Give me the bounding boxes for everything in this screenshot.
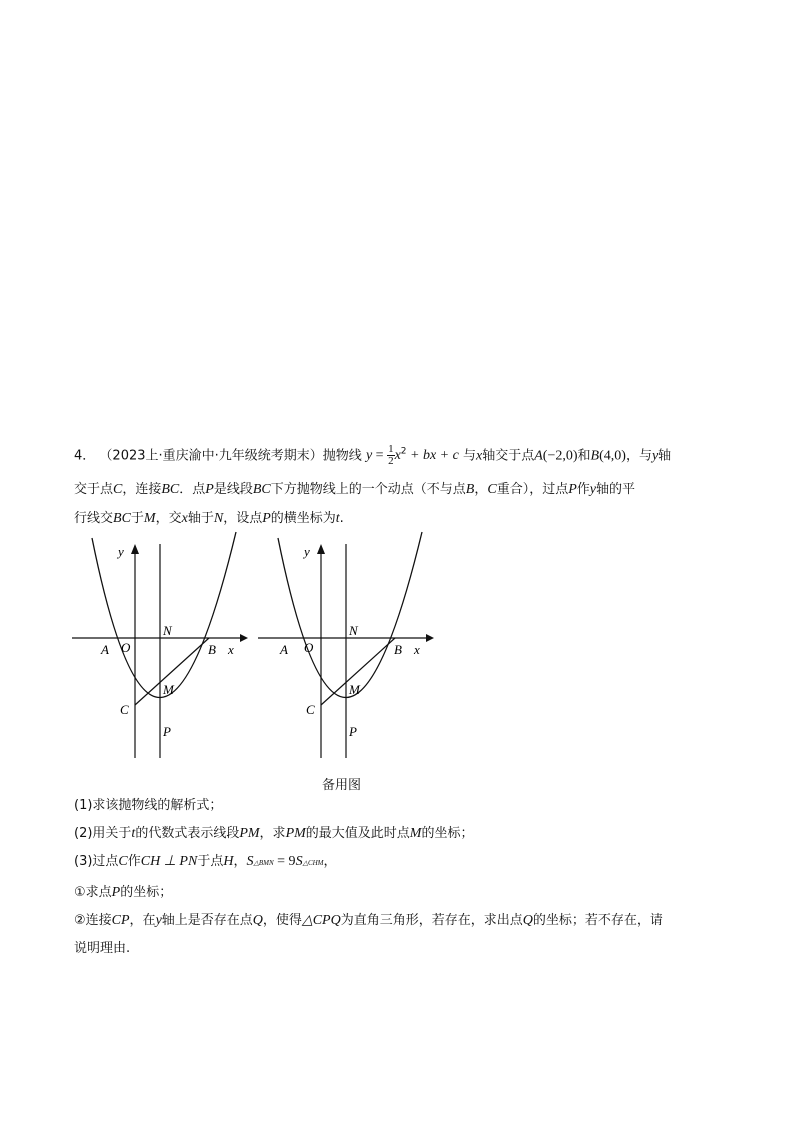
text: 的代数式表示线段 (135, 826, 240, 841)
text: 的坐标；若不存在，请 (532, 913, 663, 928)
segment-BC: BC (161, 482, 180, 497)
point-P: P (262, 511, 271, 526)
question-2 (74, 825, 473, 843)
text: ，与 (625, 448, 652, 464)
point-C: C (487, 482, 497, 497)
area-subscript: △CHM (302, 859, 324, 867)
label-A: A (280, 642, 288, 657)
text: 轴于 (187, 511, 214, 526)
frac-num: 1 (388, 443, 394, 456)
eq-sup: 2 (400, 447, 407, 457)
text: ，交 (155, 511, 182, 526)
fraction-half (387, 444, 395, 467)
text: ，使得 (262, 913, 302, 928)
text: 的坐标； (421, 826, 474, 841)
text: ．点 (179, 482, 206, 497)
label-M: M (163, 682, 174, 697)
text: 的最大值及此时点 (305, 826, 410, 841)
text: ， (233, 854, 247, 869)
text: 作 (576, 482, 590, 497)
label-N: N (163, 623, 172, 638)
segment-BC: BC (113, 511, 131, 526)
point-H: H (223, 854, 234, 869)
text: (2)用关于 (74, 826, 132, 841)
point-M: M (143, 511, 156, 526)
point-C: C (118, 854, 128, 869)
label-O: O (304, 640, 314, 655)
var-y: y (589, 482, 596, 497)
text: ②连接 (74, 913, 112, 928)
text: 为直角三角形，若存在，求出点 (340, 913, 523, 928)
label-A: A (101, 642, 109, 657)
var-t: t (335, 511, 340, 526)
question-3-1 (74, 884, 172, 902)
text: 交于点 (74, 482, 114, 497)
coord-B: (4,0) (599, 448, 626, 464)
label-y: y (118, 544, 124, 559)
text: 抛物线 (322, 448, 362, 464)
eq-y: y (365, 448, 373, 464)
label-B: B (208, 642, 216, 657)
eq-x: x (394, 448, 401, 464)
text: 说明理由. (74, 941, 131, 956)
question-1 (74, 797, 222, 815)
segment-PM: PM (239, 826, 260, 841)
text: . (339, 511, 344, 526)
point-P: P (111, 885, 121, 900)
point-B: B (465, 482, 475, 497)
eq-equals: = (372, 448, 388, 464)
text: (1)求该抛物线的解析式； (74, 798, 223, 813)
text: 是线段 (213, 482, 253, 497)
segment-BC: BC (252, 482, 271, 497)
point-N: N (213, 511, 224, 526)
point-M: M (409, 826, 422, 841)
text: 的坐标； (120, 885, 173, 900)
text: 行线交 (74, 511, 114, 526)
text: 作 (127, 854, 141, 869)
y-axis-arrow (131, 544, 139, 554)
label-x: x (228, 642, 234, 657)
parabola-equation (365, 443, 463, 468)
point-Q: Q (252, 913, 263, 928)
text: 下方抛物线上的一个动点（不与点 (270, 482, 466, 497)
var-x: x (476, 448, 483, 464)
text: 轴的平 (596, 482, 636, 497)
figure-caption: 备用图 (322, 778, 362, 793)
perpendicular-CH-PN: CH ⊥ PN (140, 854, 198, 869)
var-x: x (181, 511, 188, 526)
label-x: x (414, 642, 420, 657)
var-y: y (651, 448, 659, 464)
problem-source: （2023上·重庆渝中·九年级统考期末） (99, 448, 323, 464)
text: ， (474, 482, 488, 497)
text: ，设点 (223, 511, 263, 526)
text: 于点 (197, 854, 224, 869)
question-3 (74, 853, 337, 872)
text: ，连接 (122, 482, 162, 497)
text: 于 (130, 511, 144, 526)
var-y: y (155, 913, 162, 928)
parabola-diagram (70, 530, 250, 760)
label-B: B (394, 642, 402, 657)
text: 轴交于点 (482, 448, 535, 464)
text: ，求 (259, 826, 286, 841)
parabola-diagram (256, 530, 436, 760)
point-Q: Q (522, 913, 533, 928)
text: 轴上是否存在点 (161, 913, 253, 928)
point-B: B (590, 448, 600, 464)
label-y: y (304, 544, 310, 559)
figure-left (70, 530, 250, 764)
label-P: P (163, 724, 171, 739)
text: 和 (577, 448, 591, 464)
eq-nine: = 9 (273, 854, 296, 869)
segment-PM: PM (285, 826, 306, 841)
eq-tail: + bx + c (406, 448, 459, 464)
parabola-curve (278, 532, 422, 698)
label-C: C (120, 702, 129, 717)
y-axis-arrow (317, 544, 325, 554)
text: 的横坐标为 (270, 511, 336, 526)
point-P: P (205, 482, 214, 497)
problem-number: 4． (74, 448, 96, 464)
label-M: M (349, 682, 360, 697)
text: 重合），过点 (496, 482, 569, 497)
coord-A: (−2,0) (542, 448, 578, 464)
point-P: P (568, 482, 577, 497)
text: (3)过点 (74, 854, 119, 869)
x-axis-arrow (426, 634, 434, 642)
question-3-2-cont (74, 940, 130, 958)
area-subscript: △BMN (253, 859, 274, 867)
label-P: P (349, 724, 357, 739)
figure-right (256, 530, 436, 764)
text: ， (323, 854, 337, 869)
question-3-2 (74, 912, 663, 930)
frac-den: 2 (388, 455, 394, 468)
text: ①求点 (74, 885, 112, 900)
area-S: S (295, 854, 303, 869)
text: 轴 (658, 448, 672, 464)
label-C: C (306, 702, 315, 717)
text: ，在 (129, 913, 156, 928)
label-O: O (121, 640, 131, 655)
point-A: A (534, 448, 543, 464)
segment-CP: CP (111, 913, 130, 928)
x-axis-arrow (240, 634, 248, 642)
point-C: C (113, 482, 123, 497)
label-N: N (349, 623, 358, 638)
var-t: t (131, 826, 136, 841)
text: 与 (462, 448, 476, 464)
problem-line-1 (74, 443, 671, 467)
problem-line-2 (74, 481, 635, 499)
problem-line-3 (74, 510, 344, 528)
area-S: S (246, 854, 254, 869)
parabola-curve (92, 532, 236, 698)
triangle-CPQ: △CPQ (301, 913, 341, 928)
